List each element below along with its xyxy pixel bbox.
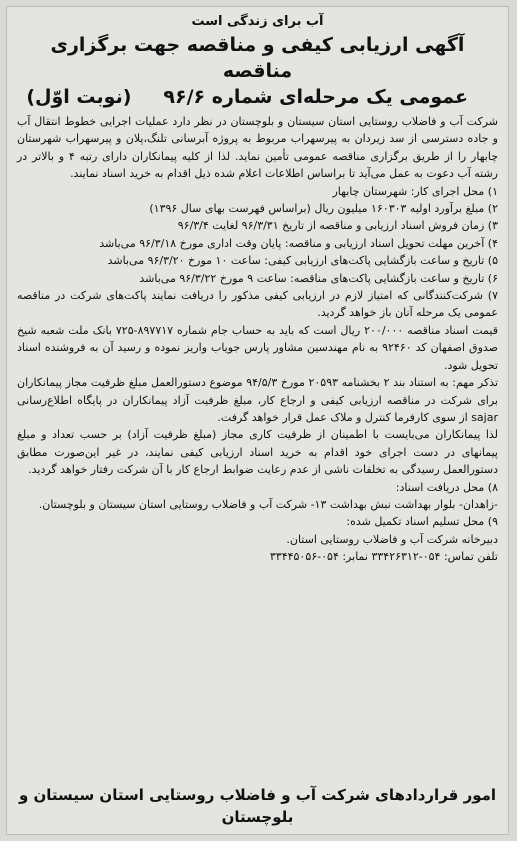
notice-body bbox=[17, 113, 498, 566]
item-3: ۳) زمان فروش اسناد ارزیابی و مناقصه از تاریخ ۹۶/۳/۳۱ لغایت ۹۶/۳/۴ bbox=[177, 219, 498, 233]
item-9-title: ۹) محل تسلیم اسناد تکمیل شده: bbox=[346, 515, 498, 529]
item-2: ۲) مبلغ برآورد اولیه ۱۶۰۳۰۳ میلیون ریال (براساس فهرست بهای سال ۱۳۹۶) bbox=[149, 202, 498, 216]
capacity-note: لذا پیمانکاران می‌بایست با اطمینان از ظرفیت کاری مجاز (مبلغ ظرفیت آزاد) بر حسب تعداد و مبلغ پیمانهای در دست اجرای خود اقدام به خرید اسناد ارزیابی کیفی نمایند، در غیر این‌صورت مطابق دستورالعمل رسیدگی به تخلفات ناشی از عدم رعایت ضوابط ارجاع کار با آن شرکت رفتار خواهد گردید. bbox=[17, 428, 498, 477]
item-7: ۷) شرکت‌کنندگانی که امتیاز لازم در ارزیابی کیفی مذکور را دریافت نمایند پاکت‌های شرکت در مناقصه عمومی یک مرحله آنان باز خواهد گردید. bbox=[17, 289, 498, 320]
price-note: قیمت اسناد مناقصه ۲۰۰/۰۰۰ ریال است که باید به حساب جام شماره ۸۹۷۷۱۷-۷۲۵ بانک ملت شعبه شیخ صدوق اصفهان کد ۹۲۴۶۰ به نام مهندسین مشاور پارس جویاب واریز نموده و رسید آن به فروشنده اسناد تحویل شود. bbox=[17, 323, 498, 372]
tender-notice bbox=[6, 6, 509, 835]
contact-line: تلفن تماس: ۰۵۴-۳۳۴۲۶۳۱۲ نمابر: ۰۵۴-۳۳۴۴۵۰۵۶ bbox=[269, 550, 498, 564]
item-9-text: دبیرخانه شرکت آب و فاضلاب روستایی استان. bbox=[286, 532, 498, 546]
important-note: تذکر مهم: به استناد بند ۲ بخشنامه ۲۰۵۹۳ مورخ ۹۴/۵/۳ موضوع دستورالعمل مبلغ ظرفیت مجاز پیمانکاران برای شرکت در مناقصه ارزیابی کیفی و ارجاع کار، مبلغ ظرفیت آزاد پیمانکاران در پایگاه اطلاع‌رسانی sajar از سوی کارفرما کنترل و ملاک عمل قرار خواهد گرفت. bbox=[17, 376, 499, 424]
item-1: ۱) محل اجرای کار: شهرستان چابهار bbox=[332, 184, 498, 198]
item-5: ۵) تاریخ و ساعت بازگشایی پاکت‌های ارزیابی کیفی: ساعت ۱۰ مورخ ۹۶/۳/۲۰ می‌باشد bbox=[107, 254, 498, 268]
item-4: ۴) آخرین مهلت تحویل اسناد ارزیابی و مناقصه: پایان وقت اداری مورخ ۹۶/۳/۱۸ می‌باشد bbox=[99, 236, 498, 250]
title-round: (نوبت اوّل) bbox=[26, 86, 132, 108]
item-6: ۶) تاریخ و ساعت بازگشایی پاکت‌های مناقصه: ساعت ۹ مورخ ۹۶/۳/۲۲ می‌باشد bbox=[139, 271, 498, 285]
title-line-2 bbox=[17, 84, 498, 110]
item-8-title: ۸) محل دریافت اسناد: bbox=[395, 480, 498, 494]
item-8-text: -زاهدان- بلوار بهداشت نبش بهداشت ۱۳- شرکت آب و فاضلاب روستایی استان سیستان و بلوچستان. bbox=[38, 497, 498, 511]
title-line-1: آگهی ارزیابی کیفی و مناقصه جهت برگزاری مناقصه bbox=[50, 34, 465, 82]
intro-paragraph: شرکت آب و فاضلاب روستایی استان سیستان و بلوچستان در نظر دارد عملیات اجرایی خطوط انتقال آب و جاده دسترسی از سد زیردان به پیرسهراب مربوط به پروژه آبرسانی تلنگ،پلان و پیرسهراب شهرستان چابهار را از طریق برگزاری مناقصه عمومی تأمین نماید. لذا از کلیه پیمانکاران دارای رتبه ۴ و بالاتر در رشته آب دعوت به عمل می‌آید تا براساس اطلاعات اعلام شده ذیل اقدام به خرید اسناد نمایند. bbox=[17, 115, 498, 181]
footer-signature: امور قراردادهای شرکت آب و فاضلاب روستایی استان سیستان و بلوچستان bbox=[18, 786, 497, 826]
title-number: عمومی یک مرحله‌ای شماره ۹۶/۶ bbox=[163, 86, 468, 108]
slogan: آب برای زندگی است bbox=[191, 14, 324, 29]
